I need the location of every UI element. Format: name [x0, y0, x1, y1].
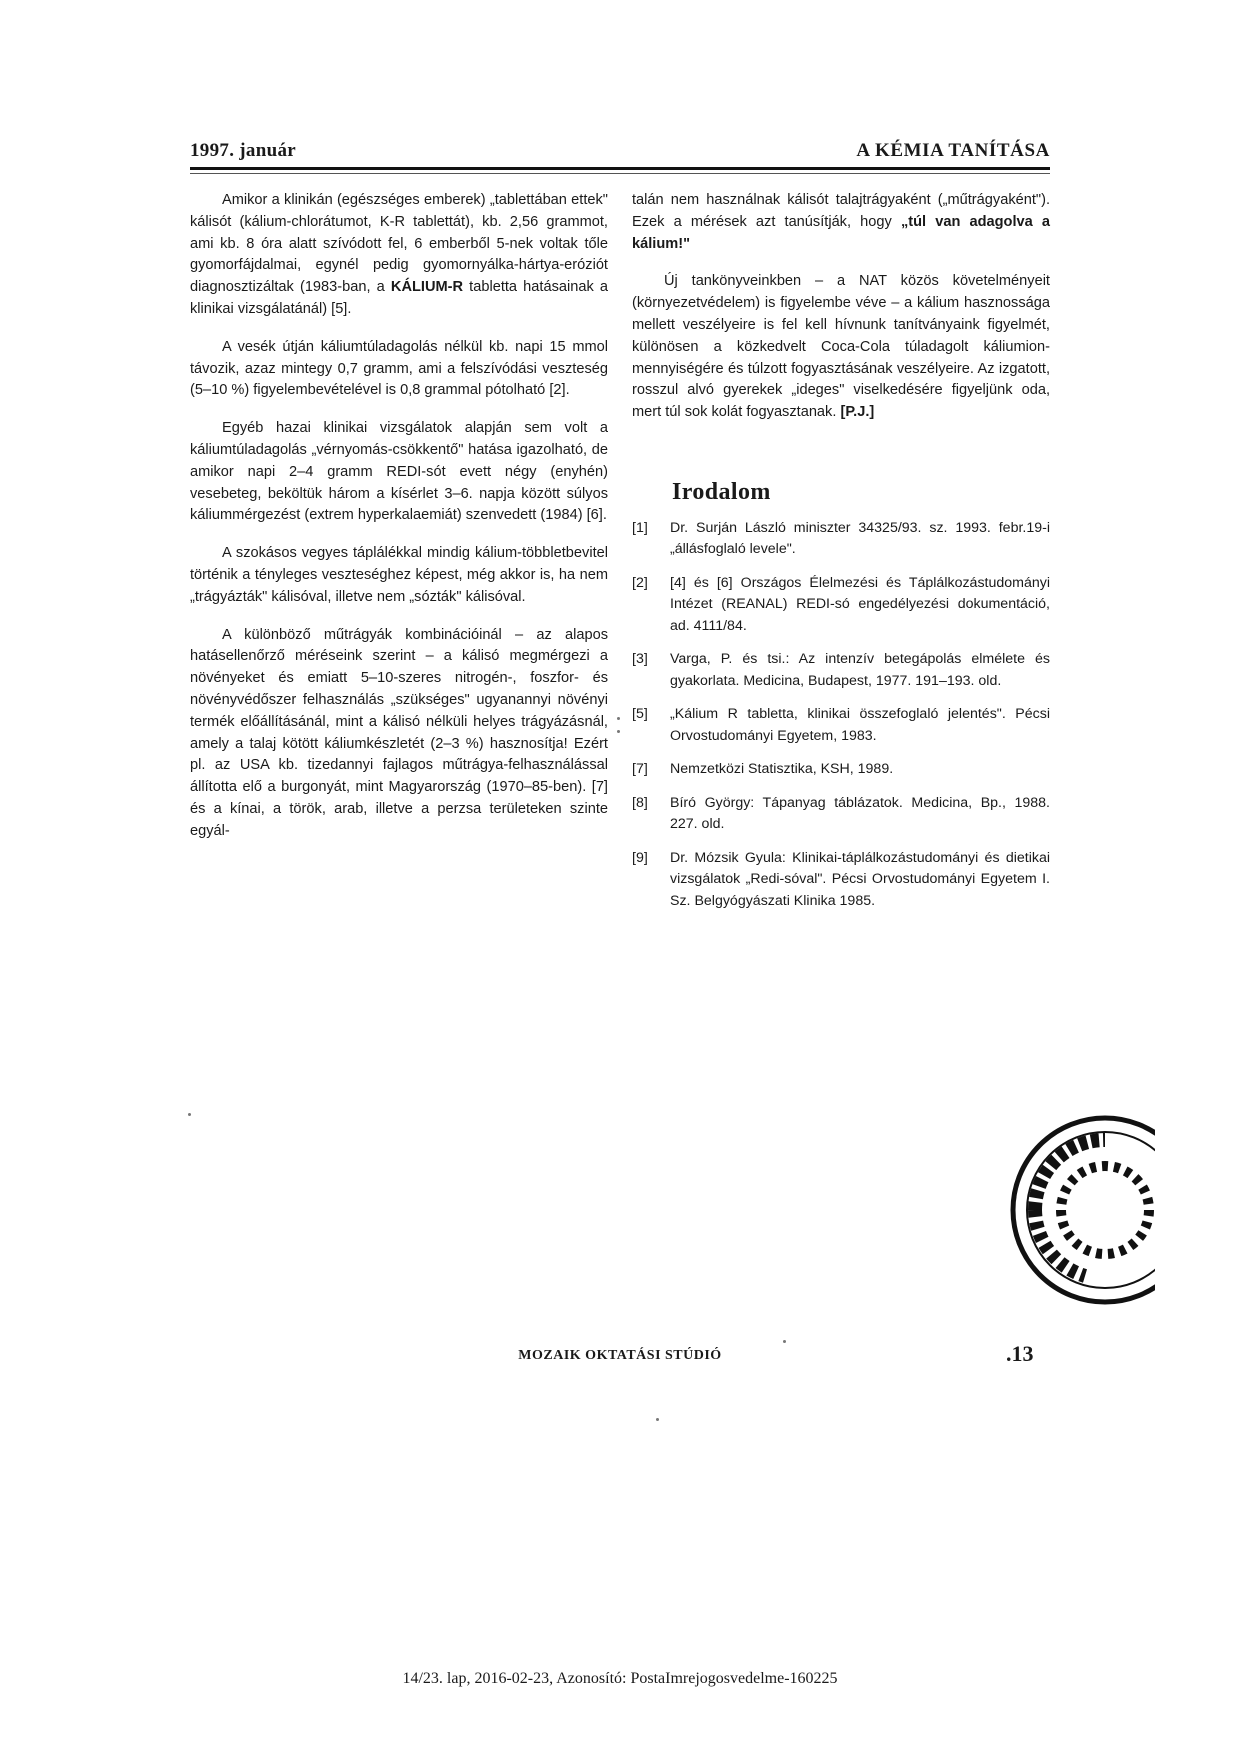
paragraph: A vesék útján káliumtúladagolás nélkül kb. napi 15 mmol távozik, azaz mintegy 0,7 gramm, ami a felszívódási veszteség (5–10 %) figyelembevételével is 0,8 grammal pótolható [2].	[190, 338, 608, 399]
author-initials: [P.J.]	[840, 404, 875, 421]
seal-lettering	[1035, 1140, 1105, 1210]
reference-number: [5]	[632, 706, 648, 723]
seal-center	[1061, 1166, 1149, 1254]
paragraph	[190, 190, 608, 321]
page-number-prefix: .	[1006, 1341, 1012, 1366]
reference-item	[632, 704, 1050, 747]
right-column	[632, 190, 1050, 924]
paragraph-text: tabletta hatásainak a klinikai vizsgálatánál) [5].	[190, 279, 608, 317]
reference-number: [2]	[632, 574, 648, 591]
reference-item	[632, 793, 1050, 836]
reference-text: Nemzetközi Statisztika, KSH, 1989.	[670, 761, 894, 778]
reference-number: [7]	[632, 761, 648, 778]
reference-item	[632, 518, 1050, 561]
seal-inner-ring	[1027, 1132, 1155, 1288]
paragraph	[632, 271, 1050, 424]
archive-identifier-line: 14/23. lap, 2016-02-23, Azonosító: PostaImrejogosvedelme-160225	[402, 1670, 838, 1687]
reference-number: [9]	[632, 849, 648, 866]
scan-speck	[656, 1418, 659, 1421]
reference-text: [4] és [6] Országos Élelmezési és Táplálkozástudományi Intézet (REANAL) REDI-só engedélyezési dokumentáció, ad. 4111/84.	[670, 574, 1050, 634]
references-heading: Irodalom	[672, 478, 771, 505]
left-column	[190, 190, 608, 859]
emphasis-text: „túl van adagolva a kálium!"	[632, 213, 1050, 252]
page-number	[1006, 1341, 1034, 1367]
running-header-journal: A KÉMIA TANÍTÁSA	[856, 140, 1050, 161]
reference-list	[632, 518, 1050, 913]
paragraph	[632, 190, 1050, 255]
reference-text: „Kálium R tabletta, klinikai összefoglaló jelentés". Pécsi Orvostudományi Egyetem, 1983.	[670, 706, 1050, 744]
scan-speck	[617, 717, 620, 720]
reference-text: Dr. Surján László miniszter 34325/93. sz. 1993. febr.19-i „állásfoglaló levele".	[670, 519, 1050, 558]
reference-item	[632, 848, 1050, 913]
running-header-date: 1997. január	[190, 140, 296, 161]
paragraph-text: Új tankönyveinkben – a NAT közös követelményeit (környezetvédelem) is figyelembe véve – a kálium hasznossága mellett veszélyeire is fel kell hívnunk tanítványaink figyelmét, különösen a közkedvelt Coca-Cola túladagolt káliumion-mennyiségére és túlzott fogyasztásának veszélyeire. Az izgatott, rosszul alvó gyerekek „ideges" viselkedésére figyeljünk oda, mert túl sok kolát fogyasztanak.	[632, 273, 1050, 421]
university-seal-stamp	[955, 1105, 1155, 1305]
reference-item	[632, 573, 1050, 638]
reference-item	[632, 649, 1050, 692]
publisher-footer: MOZAIK OKTATÁSI STÚDIÓ	[518, 1348, 722, 1363]
paragraph: Egyéb hazai klinikai vizsgálatok alapján sem volt a káliumtúladagolás „vérnyomás-csökkentő" hatása igazolható, de amikor napi 2–4 gramm REDI-sót evett négy (enyhén) vesebeteg, beköltük három a kísérlet 3–6. napja között súlyos káliummérgezést (extrem hyperkalaemiát) szenvedett (1984) [6].	[190, 420, 608, 524]
page-number-value: 13	[1011, 1341, 1034, 1366]
reference-number: [1]	[632, 519, 648, 536]
paragraph: A különböző műtrágyák kombinációinál – az alapos hatásellenőrző méréseink szerint – a kálisó megmérgezi a növényeket és emiatt 5–10-szeres nitrogén-, foszfor- és növényvédőszer felhasználás „szükséges" ugyanannyi növényi termék előállításánál, mint a kálisó nélküli helyes trágyázásnál, amely a talaj kötött káliumkészletét (2–3 %) hasznosítja! Ezért pl. az USA kb. tizedannyi fajlagos műtrágya-felhasználással állította elő a burgonyát, mint Magyarország (1970–85-ben). [7] és a kínai, a török, arab, illetve a perzsa területeken szinte egyál-	[190, 626, 608, 839]
scan-speck	[617, 730, 620, 733]
scan-speck	[188, 1113, 191, 1116]
reference-text: Dr. Mózsik Gyula: Klinikai-táplálkozástudományi és dietikai vizsgálatok „Redi-sóval". Pécsi Orvostudományi Egyetem I. Sz. Belgyógyászati Klinika 1985.	[670, 849, 1050, 909]
paragraph-text: talán nem használnak kálisót talajtrágyaként („műtrágyaként"). Ezek a mérések azt tanúsítják, hogy	[632, 192, 1050, 230]
header-rule-thin	[190, 173, 1050, 174]
scan-speck	[783, 1340, 786, 1343]
reference-number: [8]	[632, 794, 648, 811]
paragraph: A szokásos vegyes táplálékkal mindig kálium-többletbevitel történik a tényleges veszteséghez képest, még akkor is, ha nem „trágyázták" kálisóval, illetve nem „sózták" kálisóval.	[190, 545, 608, 605]
header-rule	[190, 167, 1050, 170]
reference-number: [3]	[632, 651, 648, 668]
reference-item	[632, 759, 1050, 781]
reference-text: Bíró György: Tápanyag táblázatok. Medicina, Bp., 1988. 227. old.	[670, 794, 1050, 833]
paragraph-text: Amikor a klinikán (egészséges emberek) „tablettában ettek" kálisót (kálium-chlorátumot, K-R tablettát), kb. 2,56 grammot, ami kb. 8 óra alatt szívódott fel, 6 emberből 5-nek voltak tőle gyomorfájdalmai, egynél pedig gyomornyálka-hártya-eróziót diagnosztizáltak (1983-ban, a	[190, 192, 608, 296]
reference-text: Varga, P. és tsi.: Az intenzív betegápolás elmélete és gyakorlata. Medicina, Budapest, 1977. 191–193. old.	[670, 651, 1050, 689]
product-name: KÁLIUM-R	[390, 279, 464, 296]
